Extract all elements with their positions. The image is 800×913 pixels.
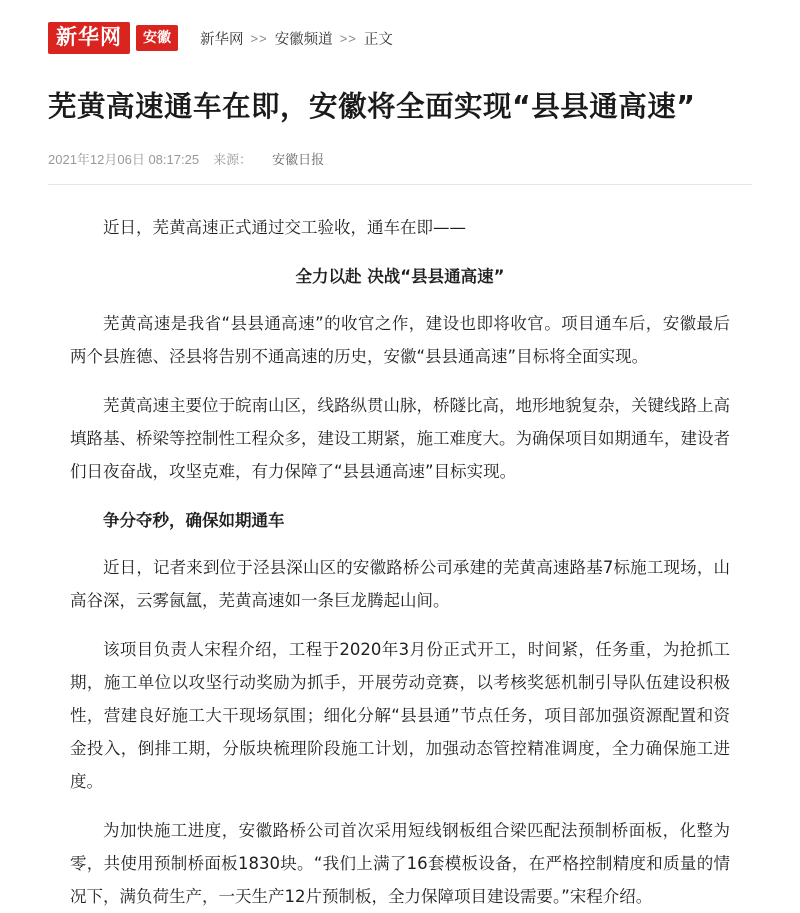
article-subheading: 争分夺秒，确保如期通车: [103, 511, 285, 531]
source-label: 来源：: [213, 152, 253, 168]
article-paragraph: 近日，记者来到位于泾县深山区的安徽路桥公司承建的芜黄高速路基7标施工现场，山高谷深，云雾氤氲，芜黄高速如一条巨龙腾起山间。: [70, 558, 730, 611]
breadcrumb-item-xinhuanet[interactable]: 新华网: [200, 31, 244, 48]
breadcrumb-item-anhui-channel[interactable]: 安徽频道: [274, 31, 333, 48]
article-subheading: 全力以赴 决战“县县通高速”: [295, 267, 505, 287]
site-header: [0, 0, 800, 70]
title-block: [0, 70, 800, 185]
article-paragraph: 该项目负责人宋程介绍，工程于2020年3月份正式开工，时间紧，任务重，为抢抓工期，施工单位以攻坚行动奖励为抓手，开展劳动竞赛，以考核奖惩机制引导队伍建设积极性，营建良好施工大干现场氛围；细化分解“县县通”节点任务，项目部加强资源配置和资金投入，倒排工期，分版块梳理阶段施工计划，加强动态管控精准调度，全力确保施工进度。: [70, 640, 730, 792]
page-title: 芜黄高速通车在即，安徽将全面实现“县县通高速”: [48, 90, 696, 123]
article-paragraph: 为加快施工进度，安徽路桥公司首次采用短线钢板组合梁匹配法预制桥面板，化整为零，共使用预制桥面板1830块。“我们上满了16套模板设备，在严格控制精度和质量的情况下，满负荷生产，一天生产12片预制板，全力保障项目建设需要。”宋程介绍。: [70, 821, 730, 907]
article-paragraph: 芜黄高速是我省“县县通高速”的收官之作，建设也即将收官。项目通车后，安徽最后两个县旌德、泾县将告别不通高速的历史，安徽“县县通高速”目标将全面实现。: [70, 314, 730, 367]
article-paragraph: 芜黄高速主要位于皖南山区，线路纵贯山脉，桥隧比高，地形地貌复杂，关键线路上高填路基、桥梁等控制性工程众多，建设工期紧，施工难度大。为确保项目如期通车，建设者们日夜奋战，攻坚克难，有力保障了“县县通高速”目标实现。: [70, 396, 730, 482]
breadcrumb-separator-icon: >>: [339, 30, 357, 46]
site-logo[interactable]: [48, 22, 178, 54]
article-body: [0, 185, 800, 913]
breadcrumb: [200, 28, 393, 49]
breadcrumb-separator-icon: >>: [250, 30, 268, 46]
publish-timestamp: 2021年12月06日 08:17:25: [48, 152, 200, 168]
article-meta: [48, 149, 752, 168]
source-name[interactable]: 安徽日报: [272, 152, 325, 168]
logo-anhui-channel[interactable]: 安徽: [136, 25, 178, 51]
logo-xinhuanet[interactable]: 新华网: [48, 22, 130, 54]
breadcrumb-item-article: 正文: [363, 31, 393, 48]
article-paragraph: 近日，芜黄高速正式通过交工验收，通车在即——: [103, 218, 466, 238]
